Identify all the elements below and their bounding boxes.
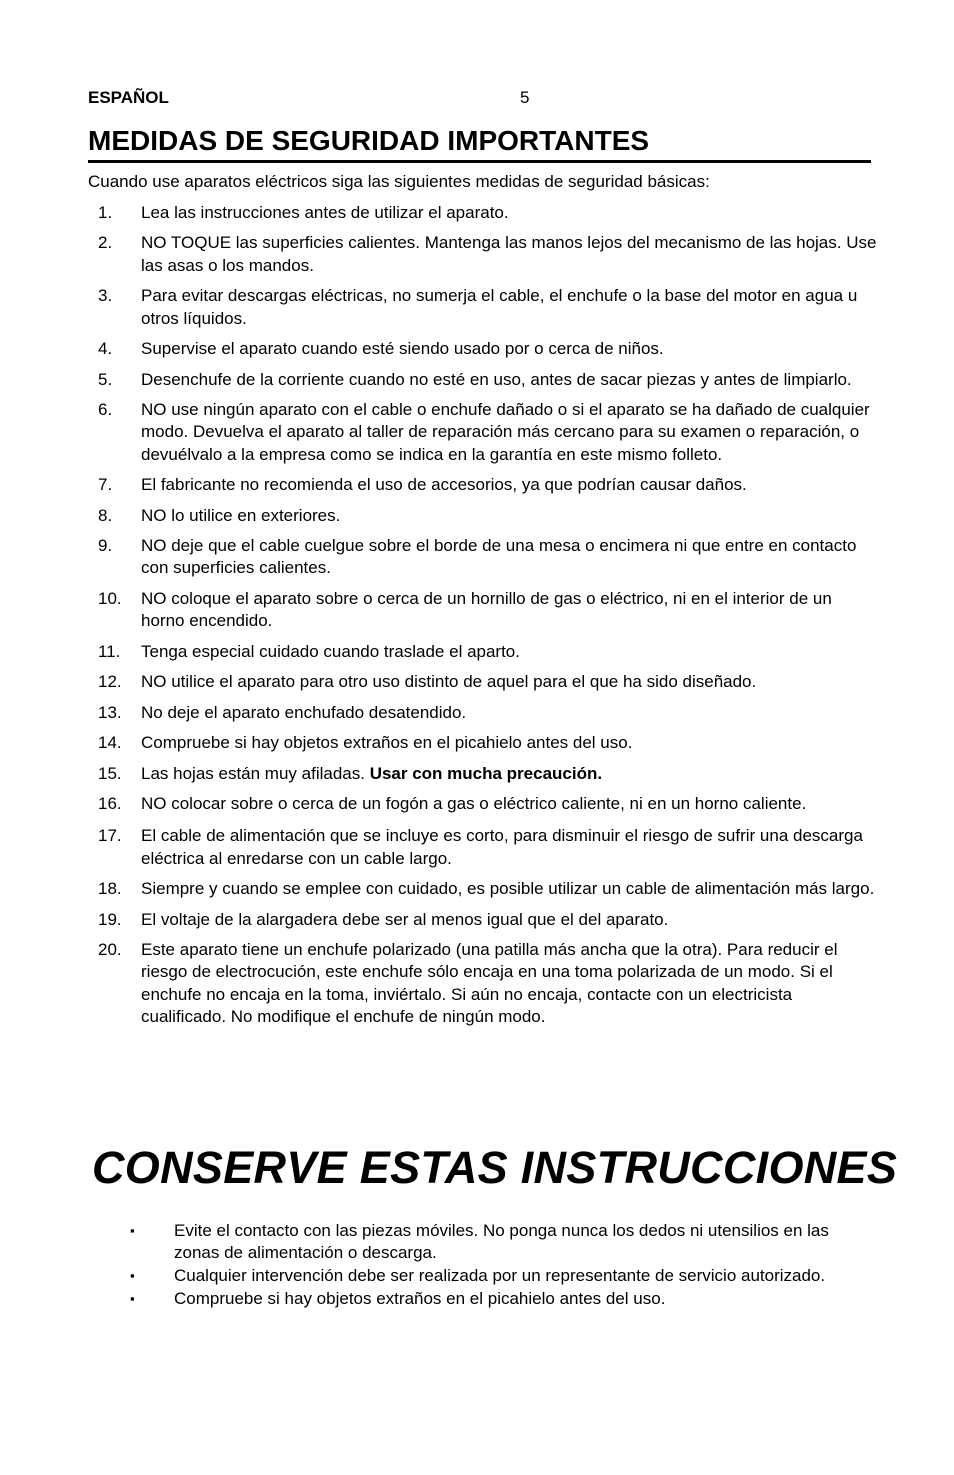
page-title: MEDIDAS DE SEGURIDAD IMPORTANTES bbox=[88, 123, 871, 163]
item-text: El cable de alimentación que se incluye es corto, para disminuir el riesgo de sufrir una descarga eléctrica al enredarse con un cable largo. bbox=[141, 826, 863, 868]
item-number: 7. bbox=[98, 475, 113, 495]
item-text: NO lo utilice en exteriores. bbox=[141, 505, 341, 525]
list-item bbox=[88, 338, 878, 360]
bullet-text: Evite el contacto con las piezas móviles. No ponga nunca los dedos ni utensilios en las zonas de alimentación o descarga. bbox=[174, 1221, 829, 1262]
item-number: 17. bbox=[98, 826, 122, 846]
item-number: 14. bbox=[98, 733, 122, 753]
item-text: Las hojas están muy afiladas. bbox=[141, 763, 370, 783]
list-item bbox=[88, 232, 878, 277]
list-item bbox=[88, 793, 878, 815]
item-text: El voltaje de la alargadera debe ser al menos igual que el del aparato. bbox=[141, 909, 669, 929]
list-item bbox=[88, 878, 878, 900]
item-text: Supervise el aparato cuando esté siendo usado por o cerca de niños. bbox=[141, 339, 664, 359]
item-number: 2. bbox=[98, 233, 113, 253]
item-text: NO colocar sobre o cerca de un fogón a gas o eléctrico caliente, ni en un horno caliente. bbox=[141, 794, 807, 814]
bullet-item bbox=[88, 1265, 878, 1287]
bullet-list bbox=[88, 1220, 878, 1311]
item-number: 11. bbox=[98, 641, 121, 661]
item-number: 13. bbox=[98, 702, 122, 722]
item-text: NO deje que el cable cuelgue sobre el borde de una mesa o encimera ni que entre en contacto con superficies calientes. bbox=[141, 536, 857, 578]
list-item bbox=[88, 909, 878, 931]
header-language: ESPAÑOL bbox=[88, 88, 169, 107]
item-number: 4. bbox=[98, 339, 113, 359]
item-number: 12. bbox=[98, 672, 122, 692]
bullet-text: Compruebe si hay objetos extraños en el picahielo antes del uso. bbox=[174, 1289, 666, 1308]
list-item bbox=[88, 535, 878, 580]
item-number: 15. bbox=[98, 763, 122, 783]
item-number: 5. bbox=[98, 369, 113, 389]
list-item bbox=[88, 202, 878, 224]
list-item bbox=[88, 474, 878, 496]
bullet-text: Cualquier intervención debe ser realizada por un representante de servicio autorizado. bbox=[174, 1266, 826, 1285]
list-item bbox=[88, 399, 878, 466]
list-item bbox=[88, 763, 878, 785]
item-text: Lea las instrucciones antes de utilizar el aparato. bbox=[141, 203, 509, 222]
bullet-square-icon: ▪ bbox=[130, 1291, 135, 1306]
item-text: NO utilice el aparato para otro uso distinto de aquel para el que ha sido diseñado. bbox=[141, 672, 757, 692]
item-bold-text: Usar con mucha precaución. bbox=[369, 763, 603, 783]
item-text: El fabricante no recomienda el uso de accesorios, ya que podrían causar daños. bbox=[141, 475, 747, 495]
item-text: No deje el aparato enchufado desatendido. bbox=[141, 702, 467, 722]
list-item bbox=[88, 588, 878, 633]
item-number: 18. bbox=[98, 879, 122, 899]
list-item bbox=[88, 641, 878, 663]
item-text: Este aparato tiene un enchufe polarizado (una patilla más ancha que la otra). Para reducir el riesgo de electrocución, este enchufe sólo encaja en una toma polarizada de un modo. Si el enchufe no encaja en la toma, inviértalo. Si aún no encaja, contacte con un electricista cualificado. No modifique el enchufe de ningún modo. bbox=[141, 940, 838, 1026]
intro-text: Cuando use aparatos eléctricos siga las siguientes medidas de seguridad básicas: bbox=[88, 172, 710, 191]
safety-list bbox=[88, 202, 878, 1036]
item-number: 10. bbox=[98, 588, 122, 608]
bullet-item bbox=[88, 1288, 878, 1310]
item-text: NO use ningún aparato con el cable o enchufe dañado o si el aparato se ha dañado de cualquier modo. Devuelva el aparato al taller de reparación más cercano para su examen o reparación, o devuélvalo a la empresa como se indica en la garantía en este mismo folleto. bbox=[141, 400, 870, 464]
list-item bbox=[88, 825, 878, 870]
item-number: 19. bbox=[98, 909, 122, 929]
page-number: 5 bbox=[520, 88, 530, 107]
list-item bbox=[88, 702, 878, 724]
item-number: 20. bbox=[98, 940, 122, 960]
bullet-square-icon: ▪ bbox=[130, 1223, 135, 1238]
item-number: 9. bbox=[98, 536, 113, 556]
list-item bbox=[88, 285, 878, 330]
item-text: NO TOQUE las superficies calientes. Mantenga las manos lejos del mecanismo de las hojas. Use las asas o los mandos. bbox=[141, 233, 877, 275]
item-number: 16. bbox=[98, 794, 122, 814]
save-instructions-title: CONSERVE ESTAS INSTRUCCIONES bbox=[92, 1142, 898, 1193]
list-item bbox=[88, 369, 878, 391]
item-number: 3. bbox=[98, 286, 113, 306]
bullet-item bbox=[88, 1220, 878, 1264]
list-item bbox=[88, 505, 878, 527]
item-text: Para evitar descargas eléctricas, no sumerja el cable, el enchufe o la base del motor en agua u otros líquidos. bbox=[141, 286, 858, 328]
item-number: 6. bbox=[98, 400, 113, 420]
item-number: 1. bbox=[98, 203, 113, 222]
item-text: NO coloque el aparato sobre o cerca de un hornillo de gas o eléctrico, ni en el interior de un horno encendido. bbox=[141, 588, 832, 631]
list-item bbox=[88, 671, 878, 693]
item-text: Siempre y cuando se emplee con cuidado, es posible utilizar un cable de alimentación más largo. bbox=[141, 879, 875, 899]
item-text: Compruebe si hay objetos extraños en el picahielo antes del uso. bbox=[141, 733, 633, 753]
item-text: Tenga especial cuidado cuando traslade el aparto. bbox=[141, 641, 520, 661]
list-item bbox=[88, 732, 878, 754]
list-item bbox=[88, 939, 878, 1028]
item-number: 8. bbox=[98, 505, 113, 525]
bullet-square-icon: ▪ bbox=[130, 1268, 135, 1283]
item-text: Desenchufe de la corriente cuando no esté en uso, antes de sacar piezas y antes de limpiarlo. bbox=[141, 369, 852, 389]
